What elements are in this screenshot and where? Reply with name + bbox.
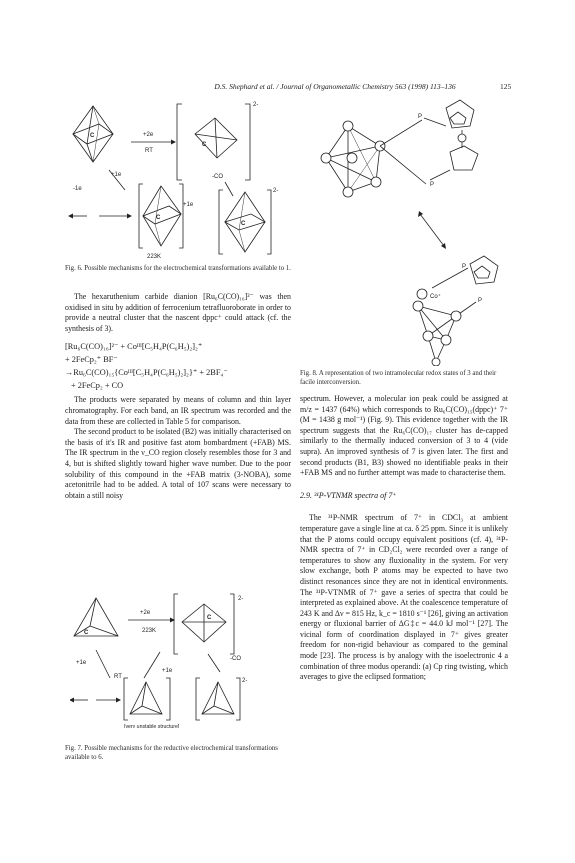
equation-line: + 2FeCp₂ + CO [71, 381, 124, 391]
fig6-cluster-3 [139, 184, 183, 248]
fig7-caption: Fig. 7. Possible mechanisms for the reductive electrochemical transformations available to 6. [65, 745, 278, 761]
fig7-unstable-note: [very unstable structure] [124, 724, 180, 728]
fig6-cluster-1 [73, 106, 113, 162]
fig8-cobalt-label: Co⁺ [430, 294, 441, 300]
paragraph: The hexaruthenium carbide dianion [Ru₆C(CO)₁₆]²⁻ was then oxidised in situ by addition of ferrocenium tetrafluoroborate in order to provide a neutral cluster that the nascent dppc⁺ could attack (cf. the synthesis of 3). [65, 292, 291, 333]
fig7-223k: 223K [142, 628, 157, 634]
carbide-label: C [202, 142, 207, 148]
paragraph: spectrum. However, a molecular ion peak could be assigned at m/z = 1437 (64%) which corresponds to Ru₆C(CO)₁₅(dppc)⁺ 7⁺ (M = 1438 g mol⁻¹) (Fig. 9). This evidence together with the IR spectrum suggests that the Ru₆C(CO)₁₇ cluster has de-capped similarly to the thermally induced conversion of 3 to 4 (vide supra). An improved synthesis of 7 is given later. The first and second products (B1, B3) showed no identifiable peaks in their +FAB MS and no further attempt was made to characterise them. [300, 394, 508, 478]
fig6-cluster-2 [177, 104, 250, 180]
left-column-upper [65, 292, 291, 501]
equation-line: + 2FeCp₂⁺ BF⁻ [65, 355, 118, 365]
figure-6 [65, 98, 290, 258]
figure-8 [318, 96, 508, 366]
fig6-223k: 223K [147, 254, 162, 258]
fig8-cluster-bottom [413, 256, 498, 366]
right-column [300, 394, 508, 683]
fig7-cluster-2 [174, 594, 234, 654]
fig8-phosphorus-label: P [418, 114, 423, 120]
paragraph: The second product to be isolated (B2) was initially characterised on the basis of it's IR and positive fast atom bombardment (+FAB) MS. The IR spectrum in the ν_CO region closely resembles those for 3 and 4, but is shifted slightly toward higher wave number. Due to the poor solubility of this compound in the +FAB matrix (3-NOBA), some acetonitrile had to be added. A total of 107 scans were necessary to obtain a still noisy [65, 427, 291, 500]
paragraph: The products were separated by means of column and thin layer chromatography. For each band, an IR spectrum was recorded and the data from these are collected in Table 5 for comparison. [65, 395, 291, 426]
fig7-cluster-4 [196, 678, 240, 720]
fig6-minus-co: -CO [212, 174, 223, 180]
fig6-mid-charge: 2- [273, 188, 279, 194]
fig7-plus1e-b: +1e [162, 668, 173, 674]
fig6-rt: RT [145, 148, 153, 154]
fig8-caption: Fig. 8. A representation of two intramolecular redox states of 3 and their facile interconversion. [300, 370, 497, 386]
page-number: 125 [500, 82, 512, 91]
carbide-label: C [207, 615, 212, 621]
fig7-top-charge: 2- [238, 596, 244, 602]
section-heading: 2.9. ³¹P-VTNMR spectra of 7⁺ [300, 490, 397, 500]
fig8-phosphorus-label: P [462, 264, 467, 270]
carbide-label: C [84, 630, 89, 636]
fig6-top-charge: 2- [253, 102, 259, 108]
fig7-bottom-charge: 2- [242, 678, 248, 684]
fig6-plus1e-a: +1e [111, 172, 122, 178]
fig8-cluster-top [321, 100, 478, 197]
fig6-caption: Fig. 6. Possible mechanisms for the electrochemical transformations available to 1. [65, 265, 291, 272]
fig8-phosphorus-label: P [430, 182, 435, 188]
fig7-cluster-1 [74, 598, 118, 636]
fig7-plus1e-a: +1e [76, 660, 87, 666]
fig7-rt: RT [114, 674, 122, 680]
figure-7 [70, 592, 285, 728]
equation-line: [Ru₆C(CO)₁₆]²⁻ + Coᴵᴵᴵ[C₅H₄P(C₆H₅)₂]₂⁺ [65, 342, 203, 352]
fig7-minus-co: -CO [230, 656, 241, 662]
fig6-plus1e-b: +1e [183, 202, 194, 208]
fig6-cluster-4 [219, 190, 271, 254]
fig7-plus2e: +2e [140, 610, 151, 616]
carbide-label: C [156, 215, 161, 221]
fig7-cluster-3 [124, 678, 170, 720]
carbide-label: C [241, 221, 246, 227]
carbide-label: C [90, 133, 95, 139]
running-head: D.S. Shephard et al. / Journal of Organometallic Chemistry 563 (1998) 113–136 [214, 82, 456, 91]
fig8-phosphorus-label: P [478, 298, 483, 304]
fig6-plus2e: +2e [143, 132, 154, 138]
paragraph: The ³¹P-NMR spectrum of 7⁺ in CDCl₃ at ambient temperature gave a single line at ca. δ 25 ppm. Since it is unlikely that the P atoms could occupy equivalent positions (cf. 4), ³¹P-NMR spectra of 7⁺ in CD₂Cl₂ were recorded over a range of temperatures to show any fluxionality in the system. For very slow exchange, both P atoms may be expected to have two distinct resonances since they are not in identical environments. The ³¹P-VTNMR of 7⁺ gave a series of spectra that could be interpreted as explained above. At the coalescence temperature of 243 K and Δν = 815 Hz, k_c = 1810 s⁻¹ [26], giving an activation energy or fluxional barrier of ΔG‡c = 44.0 kJ mol⁻¹ [27]. The vicinal form of coordination displayed in 7⁺ gives greater freedom for non-rigid behaviour as compared to the geminal mode [23]. The process is by analogy with the isoelectronic 4 a combination of three modus operandi: (a) Cp ring twisting, which averages to give the eclipsed formation; [300, 513, 508, 682]
fig6-minus1e: -1e [73, 186, 82, 192]
equation-line: →Ru₆C(CO)₁₅{Coᴵᴵᴵ[C₅H₄P(C₆H₅)₂]₂}⁺ + 2BF₄⁻ [65, 368, 228, 378]
